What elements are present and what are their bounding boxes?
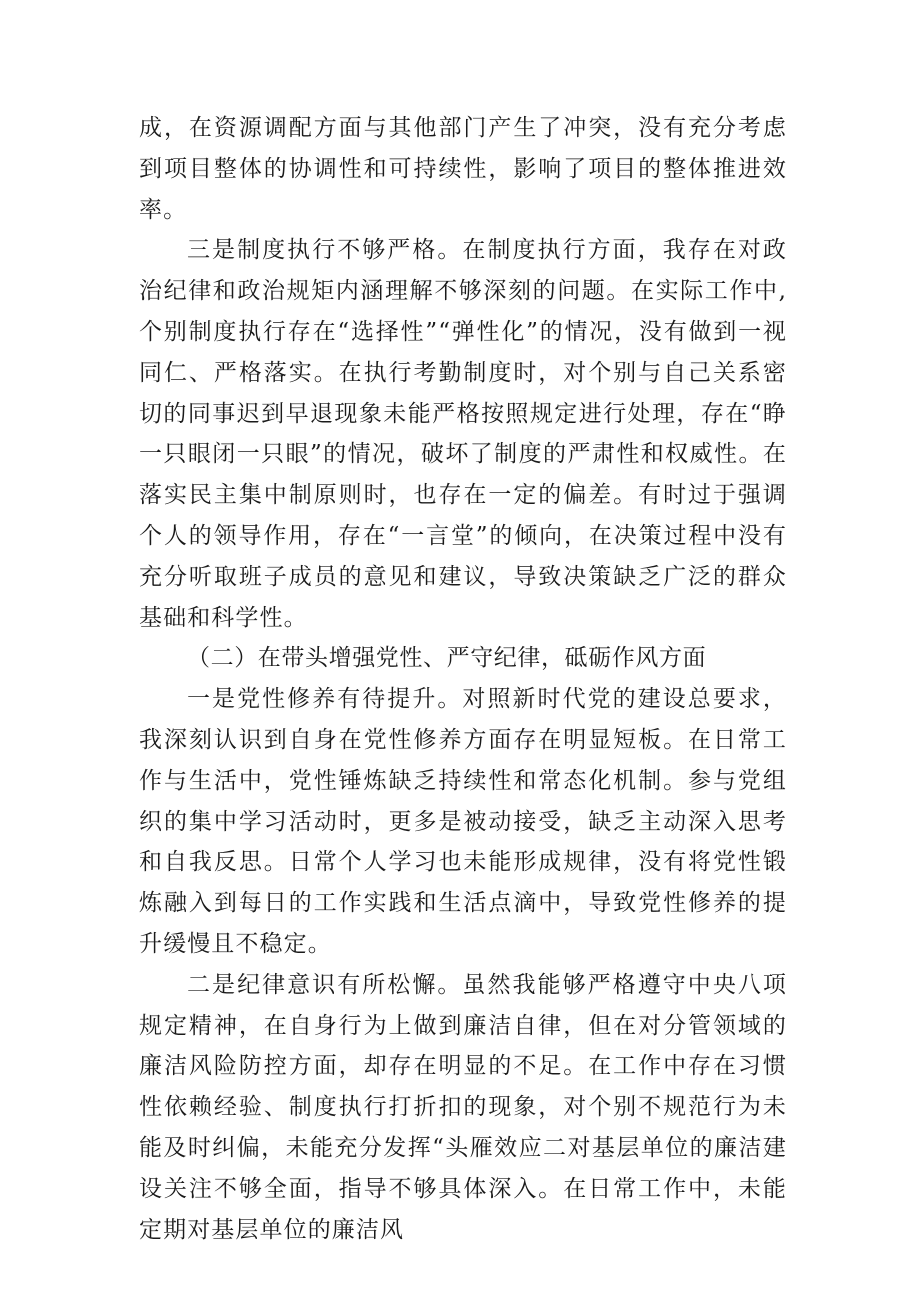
paragraph-continuation: 成，在资源调配方面与其他部门产生了冲突，没有充分考虑到项目整体的协调性和可持续性，影响了项目的整体推进效率。 bbox=[139, 115, 787, 223]
paragraph-institution-enforcement: 三是制度执行不够严格。在制度执行方面，我存在对政治纪律和政治规矩内涵理解不够深刻的问题。在实际工作中,个别制度执行存在“选择性”“弹性化”的情况，没有做到一视同仁、严格落实。在执行考勤制度时，对个别与自己关系密切的同事迟到早退现象未能严格按照规定进行处理，存在“睁一只眼闭一只眼”的情况，破坏了制度的严肃性和权威性。在落实民主集中制原则时，也存在一定的偏差。有时过于强调个人的领导作用，存在“一言堂”的倾向，在决策过程中没有充分听取班子成员的意见和建议，导致决策缺乏广泛的群众基础和科学性。 bbox=[139, 237, 787, 631]
section-heading: （二）在带头增强党性、严守纪律，砥砺作风方面 bbox=[187, 645, 707, 672]
paragraph-party-spirit: 一是党性修养有待提升。对照新时代党的建设总要求，我深刻认识到自身在党性修养方面存在明显短板。在日常工作与生活中，党性锤炼缺乏持续性和常态化机制。参与党组织的集中学习活动时，更多是被动接受，缺乏主动深入思考和自我反思。日常个人学习也未能形成规律，没有将党性锻炼融入到每日的工作实践和生活点滴中，导致党性修养的提升缓慢且不稳定。 bbox=[139, 686, 787, 957]
document-body bbox=[139, 108, 787, 1250]
paragraph-discipline-awareness: 二是纪律意识有所松懈。虽然我能够严格遵守中央八项规定精神，在自身行为上做到廉洁自律，但在对分管领域的廉洁风险防控方面，却存在明显的不足。在工作中存在习惯性依赖经验、制度执行打折扣的现象，对个别不规范行为未能及时纠偏，未能充分发挥“头雁效应二对基层单位的廉洁建设关注不够全面，指导不够具体深入。在日常工作中，未能定期对基层单位的廉洁风 bbox=[139, 971, 787, 1243]
